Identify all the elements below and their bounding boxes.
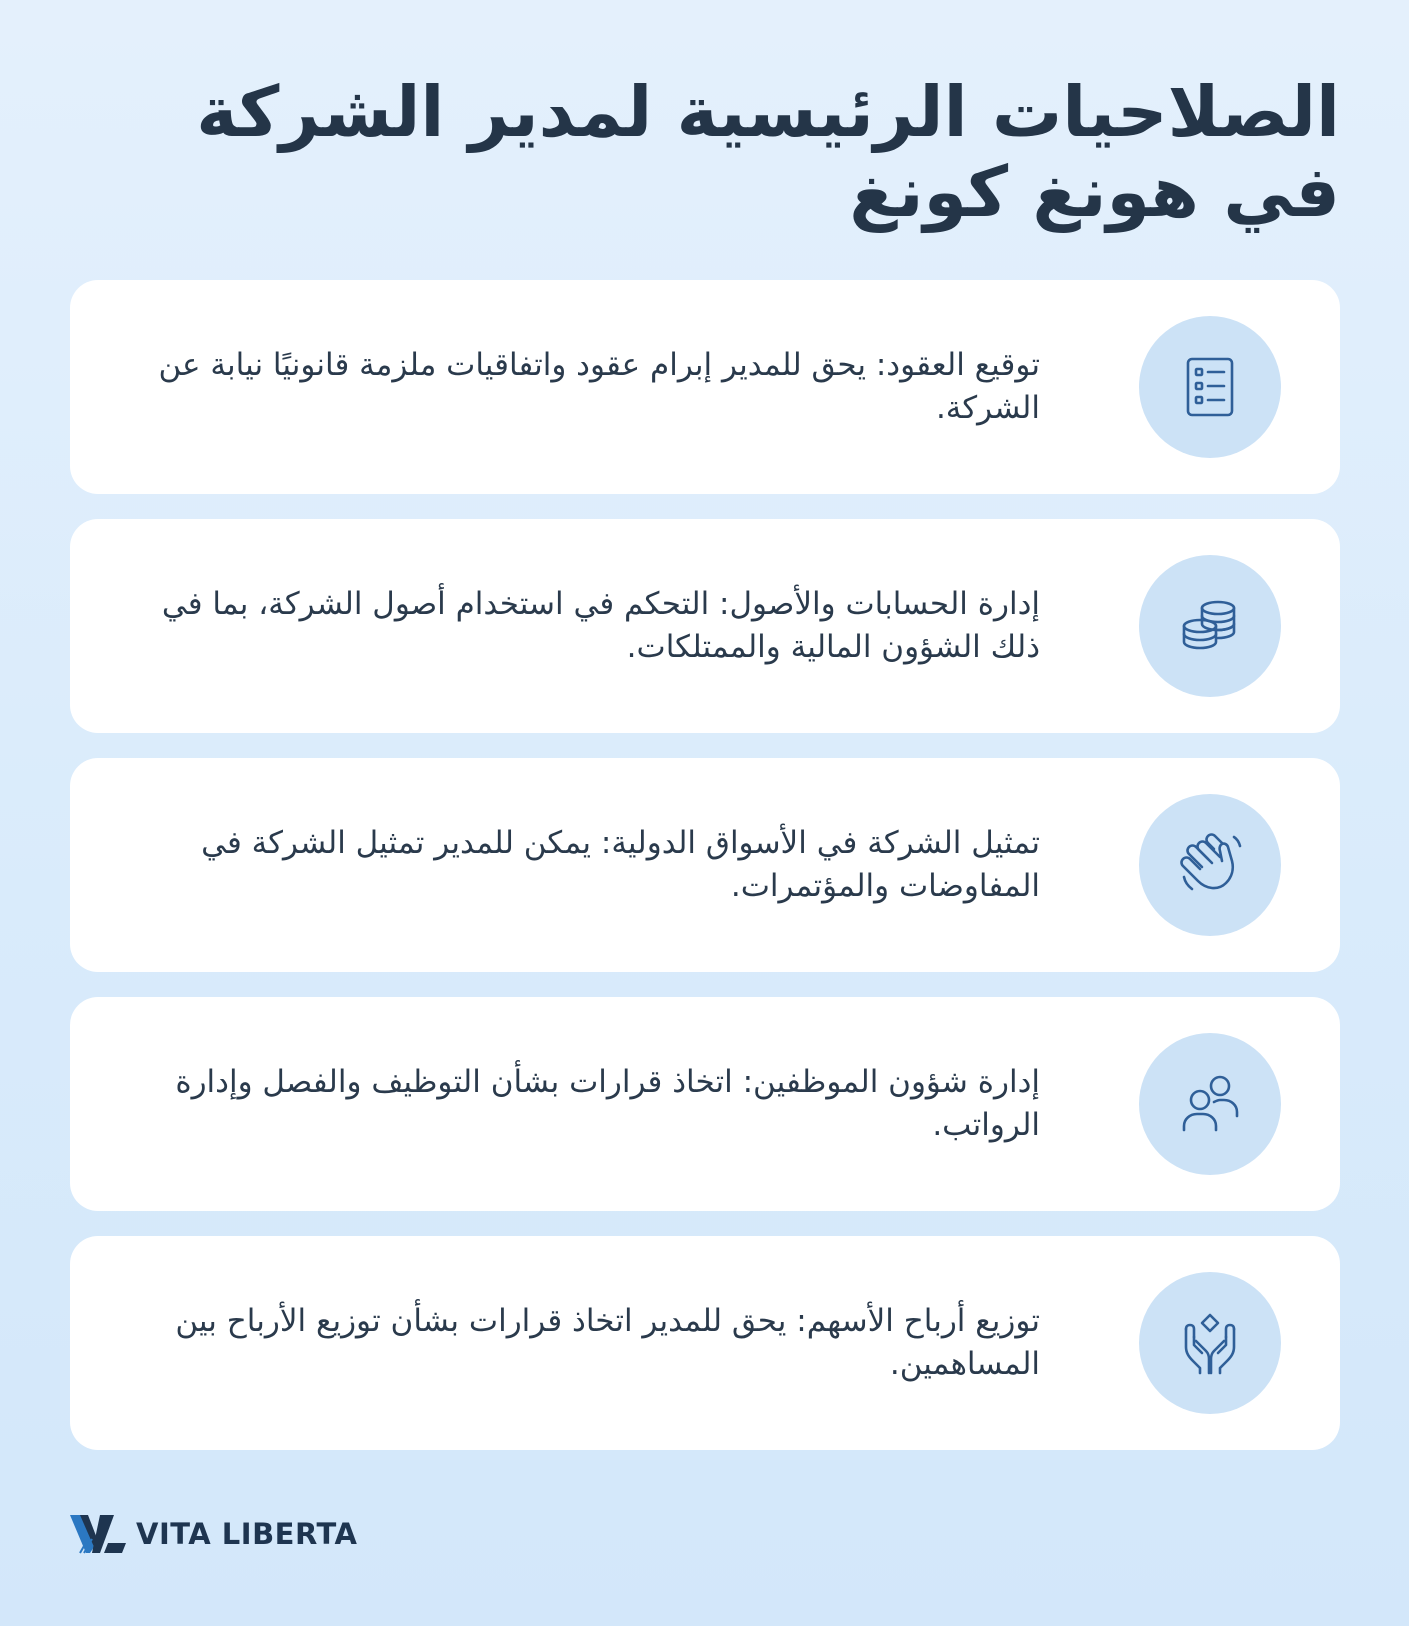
page-title: الصلاحيات الرئيسية لمدير الشركة في هونغ كونغ (196, 71, 1340, 233)
authority-text: إدارة الحسابات والأصول: التحكم في استخدام أصول الشركة، بما في ذلك الشؤون المالية والممتلكات. (161, 586, 1040, 665)
hands-diamond-icon (1139, 1272, 1281, 1414)
vita-liberta-logo-icon (70, 1513, 126, 1555)
authority-text: توزيع أرباح الأسهم: يحق للمدير اتخاذ قرارات بشأن توزيع الأرباح بين المساهمين. (175, 1303, 1040, 1382)
checklist-icon (1139, 316, 1281, 458)
authority-card-international-markets (70, 758, 1340, 972)
brand-logo (70, 1513, 358, 1555)
authority-card-personnel (70, 997, 1340, 1211)
authority-text: تمثيل الشركة في الأسواق الدولية: يمكن للمدير تمثيل الشركة في المفاوضات والمؤتمرات. (201, 825, 1040, 904)
users-icon (1139, 1033, 1281, 1175)
authority-card-contracts (70, 280, 1340, 494)
authority-card-accounts-assets (70, 519, 1340, 733)
brand-name: VITA LIBERTA (136, 1517, 358, 1551)
waving-hand-icon (1139, 794, 1281, 936)
authority-list (70, 280, 1340, 1475)
authority-card-dividends (70, 1236, 1340, 1450)
authority-text: إدارة شؤون الموظفين: اتخاذ قرارات بشأن التوظيف والفصل وإدارة الرواتب. (175, 1064, 1040, 1143)
coins-icon (1139, 555, 1281, 697)
authority-text: توقيع العقود: يحق للمدير إبرام عقود واتفاقيات ملزمة قانونيًا نيابة عن الشركة. (158, 347, 1040, 426)
